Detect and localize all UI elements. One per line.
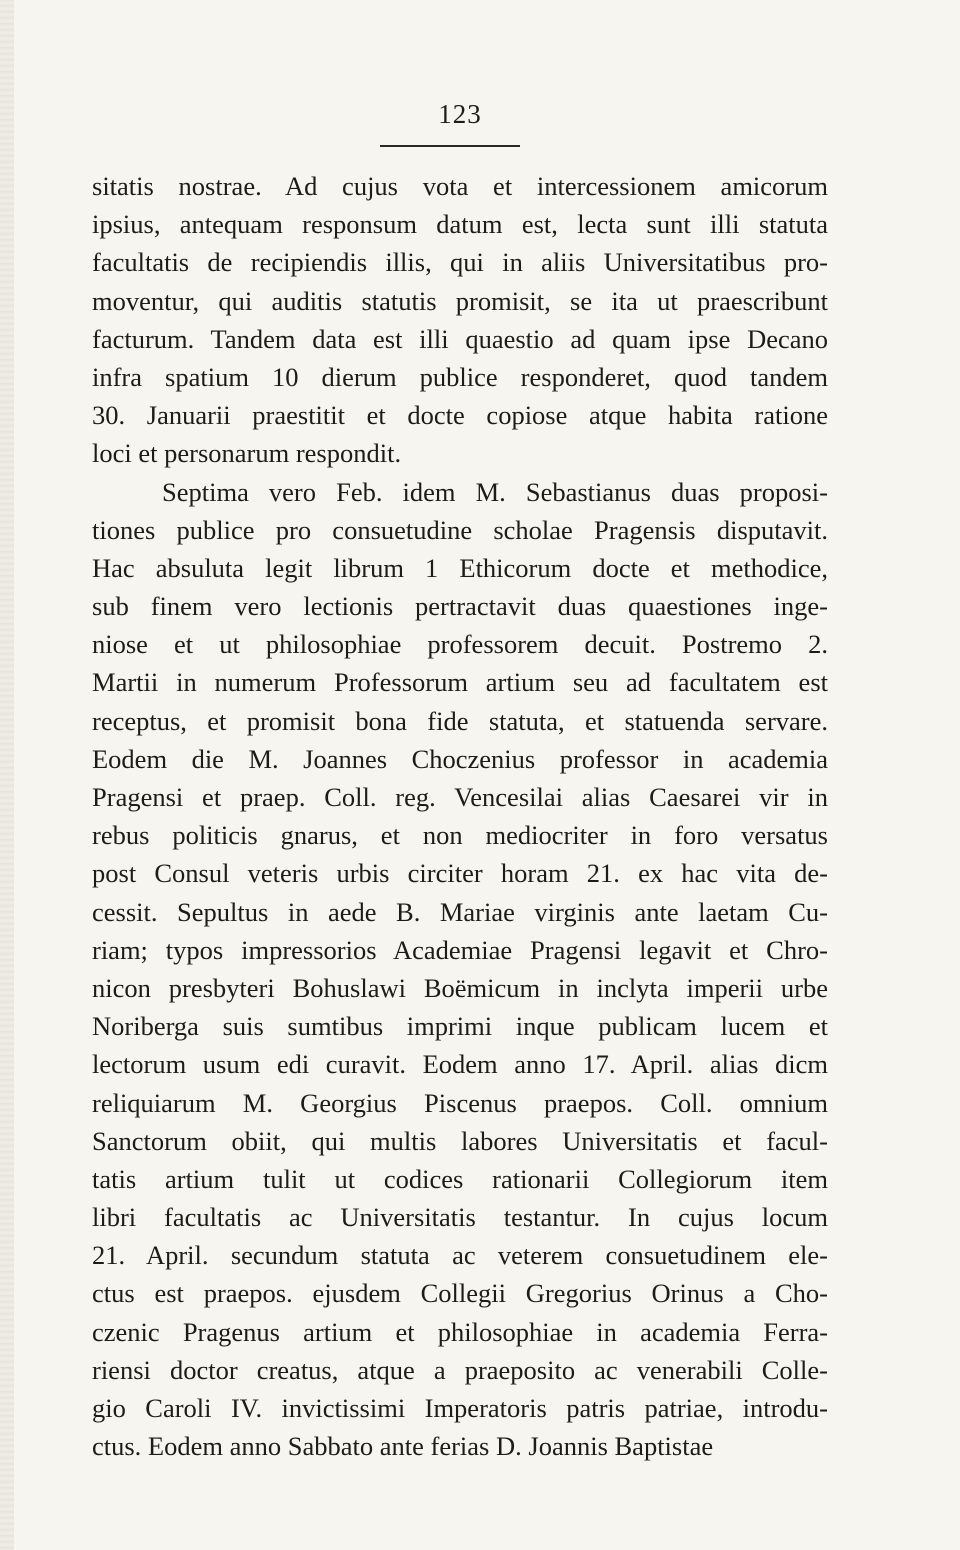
text-line: Sanctorum obiit, qui multis labores Universitatis et facul- — [92, 1125, 828, 1156]
text-line: lectorum usum edi curavit. Eodem anno 17. April. alias dicm — [92, 1049, 828, 1080]
text-line: infra spatium 10 dierum publice responderet, quod tandem — [92, 361, 828, 392]
text-line: Eodem die M. Joannes Choczenius professor in academia — [92, 743, 828, 774]
text-line: nicon presbyteri Bohuslawi Boëmicum in inclyta imperii urbe — [92, 972, 828, 1003]
page-number: 123 — [438, 99, 482, 129]
text-line: Septima vero Feb. idem M. Sebastianus duas proposi- — [162, 476, 828, 507]
text-line: Martii in numerum Professorum artium seu ad facultatem est — [92, 667, 828, 698]
text-line: reliquiarum M. Georgius Piscenus praepos. Coll. omnium — [92, 1087, 828, 1118]
page-binding-edge — [0, 0, 14, 1550]
text-line: riensi doctor creatus, atque a praeposito ac venerabili Colle- — [92, 1354, 828, 1385]
text-line: sub finem vero lectionis pertractavit duas quaestiones inge- — [92, 591, 828, 622]
text-line: post Consul veteris urbis circiter horam 21. ex hac vita de- — [92, 858, 828, 889]
text-line: receptus, et promisit bona fide statuta, et statuenda servare. — [92, 705, 828, 736]
text-line: 30. Januarii praestitit et docte copiose atque habita ratione — [92, 400, 828, 431]
text-line: libri facultatis ac Universitatis testantur. In cujus locum — [92, 1202, 828, 1233]
text-line: gio Caroli IV. invictissimi Imperatoris patris patriae, introdu- — [92, 1393, 828, 1423]
text-line: tiones publice pro consuetudine scholae Pragensis disputavit. — [92, 514, 828, 545]
text-line: tatis artium tulit ut codices rationarii Collegiorum item — [92, 1163, 828, 1194]
body-text — [92, 167, 828, 1465]
text-line: loci et personarum respondit. — [92, 438, 402, 469]
text-line: riam; typos impressorios Academiae Pragensi legavit et Chro- — [92, 934, 828, 965]
text-line: sitatis nostrae. Ad cujus vota et intercessionem amicorum — [92, 171, 828, 201]
text-line: ctus est praepos. ejusdem Collegii Gregorius Orinus a Cho- — [92, 1278, 828, 1309]
header-rule — [380, 145, 520, 147]
text-line: Pragensi et praep. Coll. reg. Vencesilai alias Caesarei vir in — [92, 782, 828, 812]
text-line: cessit. Sepultus in aede B. Mariae virginis ante laetam Cu- — [92, 896, 828, 927]
text-line: Hac absuluta legit librum 1 Ethicorum docte et methodice, — [92, 552, 828, 583]
text-line: Noriberga suis sumtibus imprimi inque publicam lucem et — [92, 1011, 828, 1042]
text-line: facultatis de recipiendis illis, qui in aliis Universitatibus pro- — [92, 247, 828, 278]
text-line: 21. April. secundum statuta ac veterem consuetudinem ele- — [92, 1240, 828, 1271]
text-line: ipsius, antequam responsum datum est, lecta sunt illi statuta — [92, 209, 828, 240]
text-line: ctus. Eodem anno Sabbato ante ferias D. Joannis Baptistae — [92, 1431, 714, 1462]
text-line: moventur, qui auditis statutis promisit, se ita ut praescribunt — [92, 285, 828, 316]
text-line: niose et ut philosophiae professorem decuit. Postremo 2. — [92, 629, 828, 660]
text-line: facturum. Tandem data est illi quaestio ad quam ipse Decano — [92, 323, 828, 354]
text-line: czenic Pragenus artium et philosophiae in academia Ferra- — [92, 1316, 828, 1347]
text-line: rebus politicis gnarus, et non mediocriter in foro versatus — [92, 820, 828, 851]
